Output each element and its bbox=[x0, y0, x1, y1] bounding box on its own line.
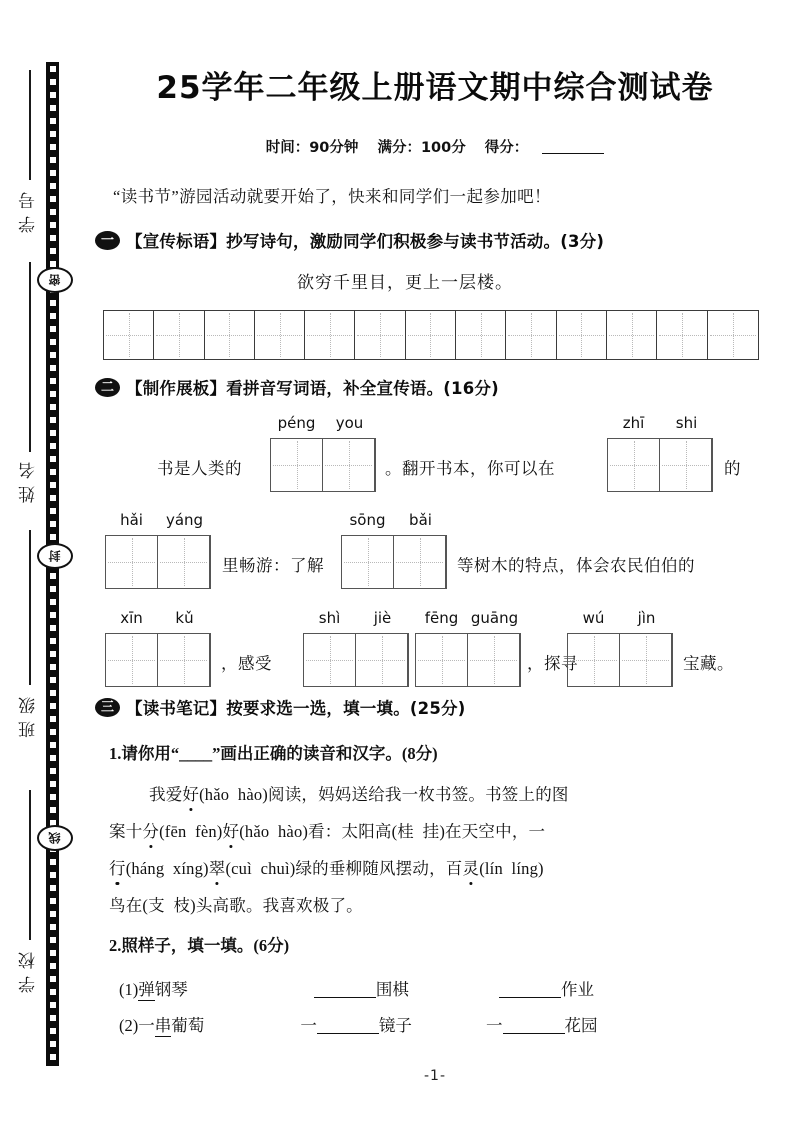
perforation-dot bbox=[50, 235, 56, 241]
section-1-number: 一 bbox=[95, 231, 120, 250]
seal-rule-4 bbox=[29, 790, 31, 940]
exam-time: 时间：90分钟 bbox=[265, 140, 359, 156]
row1-item-b: 作业 bbox=[561, 980, 594, 999]
row-index: (1) bbox=[119, 980, 139, 999]
perforation-dot bbox=[50, 781, 56, 787]
tianzige-cell[interactable] bbox=[468, 634, 520, 686]
seal-badge-xian: 线 bbox=[37, 825, 73, 851]
question-2-row-2 bbox=[119, 1008, 598, 1044]
answer-blank[interactable] bbox=[499, 997, 561, 998]
perforation-dot bbox=[50, 898, 56, 904]
perforation-dot bbox=[50, 430, 56, 436]
pinyin-syllable: shì bbox=[318, 609, 341, 627]
row2-prefix-a: 一 bbox=[300, 1016, 317, 1035]
perforation-dot bbox=[50, 1002, 56, 1008]
section-1-title: 【宣传标语】抄写诗句，激励同学们积极参与读书节活动。(3分) bbox=[126, 232, 605, 251]
tianzige-cell[interactable] bbox=[416, 634, 468, 686]
sample-verb: 串 bbox=[154, 1016, 172, 1035]
section-2-title: 【制作展板】看拼音写词语，补全宣传语。(16分) bbox=[126, 379, 499, 398]
perforation-dot bbox=[50, 482, 56, 488]
perforation-dot bbox=[50, 911, 56, 917]
tianzige-pair[interactable] bbox=[270, 438, 376, 492]
tianzige-cell[interactable] bbox=[205, 311, 255, 359]
passage-line: 案十分(fēn fèn)好(hǎo hào)看：太阳高(桂 挂)在天空中，一 bbox=[109, 822, 546, 841]
perforation-dot bbox=[50, 729, 56, 735]
perforation-dot bbox=[50, 183, 56, 189]
pinyin-fengguang bbox=[415, 611, 521, 626]
pinyin-syllable: jìn bbox=[637, 609, 656, 627]
tianzige-pair[interactable] bbox=[415, 633, 521, 687]
perforation-dot bbox=[50, 170, 56, 176]
perforation-dot bbox=[50, 963, 56, 969]
tianzige-cell[interactable] bbox=[106, 536, 158, 588]
s2-r1-box-pengyou[interactable] bbox=[270, 414, 376, 492]
score-blank[interactable] bbox=[542, 153, 604, 154]
row2-item-b: 花园 bbox=[564, 1016, 598, 1035]
perforation-dot bbox=[50, 924, 56, 930]
tianzige-pair[interactable] bbox=[567, 633, 673, 687]
s2-r3-box-fengguang[interactable] bbox=[415, 609, 521, 687]
perforation-dot bbox=[50, 365, 56, 371]
pinyin-syllable: sōng bbox=[349, 511, 386, 529]
perforation-dot bbox=[50, 157, 56, 163]
tianzige-cell[interactable] bbox=[506, 311, 556, 359]
perforation-dot bbox=[50, 573, 56, 579]
perforation-dot bbox=[50, 755, 56, 761]
perforation-dot bbox=[50, 326, 56, 332]
pinyin-syllable: jiè bbox=[373, 609, 392, 627]
s2-r2-tail: 等树木的特点，体会农民伯伯的 bbox=[457, 556, 695, 575]
tianzige-cell[interactable] bbox=[607, 311, 657, 359]
perforation-dot bbox=[50, 625, 56, 631]
tianzige-cell[interactable] bbox=[355, 311, 405, 359]
perforation-dot bbox=[50, 651, 56, 657]
s2-r3-box-shijie[interactable] bbox=[303, 609, 409, 687]
answer-blank[interactable] bbox=[503, 1033, 565, 1034]
perforation-dot bbox=[50, 612, 56, 618]
section-3-title: 【读书笔记】按要求选一选，填一填。(25分) bbox=[126, 699, 466, 718]
passage-line: 行(háng xíng)翠(cuì chuì)绿的垂柳随风摆动，百灵(lín líng) bbox=[109, 859, 544, 878]
sample-verb: 弹 bbox=[138, 980, 155, 999]
perforation-dot bbox=[50, 859, 56, 865]
sample-rest: 钢琴 bbox=[154, 980, 188, 999]
pinyin-syllable: bǎi bbox=[409, 511, 432, 529]
tianzige-cell[interactable] bbox=[154, 311, 204, 359]
s2-r3-box-xinku[interactable] bbox=[105, 609, 211, 687]
copy-writing-grid bbox=[103, 310, 759, 360]
pinyin-shijie bbox=[303, 611, 409, 626]
perforation-dot bbox=[50, 677, 56, 683]
perforation-dot bbox=[50, 92, 56, 98]
perforation-dot bbox=[50, 352, 56, 358]
perforation-dot bbox=[50, 742, 56, 748]
pinyin-syllable: zhī bbox=[622, 414, 645, 432]
tianzige-cell[interactable] bbox=[568, 634, 620, 686]
seal-field-xingming: 姓名 bbox=[19, 455, 38, 503]
section-2-number: 二 bbox=[95, 378, 120, 397]
s2-r3-box-wujin[interactable] bbox=[567, 609, 673, 687]
pinyin-syllable: hǎi bbox=[120, 511, 143, 529]
seal-field-banji: 班级 bbox=[19, 690, 38, 738]
pinyin-syllable: yáng bbox=[165, 511, 204, 529]
pinyin-wujin bbox=[567, 611, 673, 626]
question-2-row-1 bbox=[119, 972, 598, 1008]
tianzige-pair[interactable] bbox=[607, 438, 713, 492]
answer-blank[interactable] bbox=[314, 997, 376, 998]
passage-line: 鸟在(支 枝)头高歌。我喜欢极了。 bbox=[109, 896, 363, 915]
perforation-dot bbox=[50, 105, 56, 111]
perforation-dot bbox=[50, 508, 56, 514]
perforation-dot bbox=[50, 66, 56, 72]
section-3 bbox=[95, 695, 785, 719]
s2-r2-mid: 里畅游：了解 bbox=[222, 556, 324, 575]
tianzige-row[interactable] bbox=[103, 310, 759, 360]
pinyin-syllable: péng bbox=[277, 414, 316, 432]
perforation-dot bbox=[50, 534, 56, 540]
pinyin-syllable: fēng bbox=[424, 609, 459, 627]
tianzige-pair[interactable] bbox=[341, 535, 447, 589]
row-index: (2) bbox=[119, 1016, 139, 1035]
section-2 bbox=[95, 375, 785, 399]
tianzige-cell[interactable] bbox=[657, 311, 707, 359]
perforation-dot bbox=[50, 807, 56, 813]
tianzige-cell[interactable] bbox=[708, 311, 758, 359]
tianzige-cell[interactable] bbox=[104, 311, 154, 359]
s2-r1-lead: 书是人类的 bbox=[157, 459, 242, 478]
perforation-dot bbox=[50, 1028, 56, 1034]
perforation-dot bbox=[50, 586, 56, 592]
perforation-dot bbox=[50, 404, 56, 410]
perforation-dot bbox=[50, 885, 56, 891]
page-number: -1- bbox=[423, 1068, 446, 1084]
tianzige-cell[interactable] bbox=[158, 536, 210, 588]
perforation-dot bbox=[50, 469, 56, 475]
perforation-dot bbox=[50, 417, 56, 423]
section-3-number: 三 bbox=[95, 698, 120, 717]
section-1-poem: 欲穷千里目，更上一层楼。 bbox=[297, 273, 513, 292]
section-3-heading bbox=[95, 695, 785, 719]
row2-item-a: 镜子 bbox=[378, 1016, 412, 1035]
perforation-dot bbox=[50, 664, 56, 670]
question-2-prompt: 照样子，填一填。(6分) bbox=[121, 936, 290, 955]
tianzige-cell[interactable] bbox=[660, 439, 712, 491]
tianzige-pair[interactable] bbox=[105, 633, 211, 687]
perforation-dot bbox=[50, 209, 56, 215]
tianzige-cell[interactable] bbox=[406, 311, 456, 359]
pinyin-syllable: guāng bbox=[470, 609, 519, 627]
perforation-dot bbox=[50, 378, 56, 384]
question-2-label: 2. bbox=[109, 936, 122, 955]
perforation-dot bbox=[50, 313, 56, 319]
seal-badge-mi: 密 bbox=[37, 267, 73, 293]
section-2-heading bbox=[95, 375, 785, 399]
perforation-dot bbox=[50, 1054, 56, 1060]
seal-field-xuehao: 学号 bbox=[19, 185, 38, 233]
row1-item-a: 围棋 bbox=[375, 980, 409, 999]
perforation-dot bbox=[50, 937, 56, 943]
pinyin-syllable: kǔ bbox=[175, 609, 194, 627]
perforation-dot bbox=[50, 976, 56, 982]
seal-badge-feng: 封 bbox=[37, 543, 73, 569]
perforation-dot bbox=[50, 872, 56, 878]
seal-margin bbox=[0, 0, 95, 1121]
perforation-dot bbox=[50, 638, 56, 644]
seal-field-xuexiao: 学校 bbox=[19, 945, 38, 993]
perforation-dot bbox=[50, 248, 56, 254]
perforation-dot bbox=[50, 339, 56, 345]
document-body bbox=[95, 0, 793, 1121]
perforation-dot bbox=[50, 1041, 56, 1047]
question-1-prompt: 请你用“____”画出正确的读音和汉字。(8分) bbox=[121, 744, 438, 763]
perforation-dot bbox=[50, 703, 56, 709]
perforation-dot bbox=[50, 79, 56, 85]
tianzige-cell[interactable] bbox=[305, 311, 355, 359]
pinyin-syllable: you bbox=[335, 414, 364, 432]
s2-r3-text-b: ，探寻 bbox=[527, 654, 578, 673]
perforation-dot bbox=[50, 989, 56, 995]
s2-r2-box-haiyang[interactable] bbox=[105, 511, 211, 589]
s2-r3-tail: 宝藏。 bbox=[683, 654, 734, 673]
exam-score-label: 得分： bbox=[484, 140, 529, 156]
perforation-dot bbox=[50, 1015, 56, 1021]
seal-rule-3 bbox=[29, 530, 31, 685]
s2-r3-text-a: ，感受 bbox=[221, 654, 272, 673]
tianzige-cell[interactable] bbox=[158, 634, 210, 686]
pinyin-syllable: xīn bbox=[120, 609, 143, 627]
perforation-dot bbox=[50, 443, 56, 449]
perforation-dot bbox=[50, 300, 56, 306]
tianzige-cell[interactable] bbox=[608, 439, 660, 491]
question-1-label: 1. bbox=[109, 744, 122, 763]
perforation-dot bbox=[50, 391, 56, 397]
tianzige-pair[interactable] bbox=[105, 535, 211, 589]
perforation-dot bbox=[50, 196, 56, 202]
s2-r1-tail: 的 bbox=[724, 459, 741, 478]
perforation-dot bbox=[50, 495, 56, 501]
pinyin-xinku bbox=[105, 611, 211, 626]
question-1 bbox=[109, 740, 793, 764]
tianzige-cell[interactable] bbox=[620, 634, 672, 686]
tianzige-cell[interactable] bbox=[271, 439, 323, 491]
pinyin-haiyang bbox=[105, 513, 211, 528]
perforation-dot bbox=[50, 690, 56, 696]
tianzige-cell[interactable] bbox=[323, 439, 375, 491]
answer-blank[interactable] bbox=[317, 1033, 379, 1034]
tianzige-pair[interactable] bbox=[303, 633, 409, 687]
tianzige-cell[interactable] bbox=[304, 634, 356, 686]
tianzige-cell[interactable] bbox=[342, 536, 394, 588]
perforation-dot bbox=[50, 131, 56, 137]
perforation-dot bbox=[50, 768, 56, 774]
exam-meta bbox=[95, 136, 775, 157]
perforation-dot bbox=[50, 222, 56, 228]
perforation-dot bbox=[50, 144, 56, 150]
pinyin-syllable: shi bbox=[675, 414, 698, 432]
section-1 bbox=[95, 228, 785, 252]
tianzige-cell[interactable] bbox=[356, 634, 408, 686]
tianzige-cell[interactable] bbox=[255, 311, 305, 359]
intro-text: “读书节”游园活动就要开始了，快来和同学们一起参加吧！ bbox=[113, 187, 551, 206]
question-2-rows bbox=[119, 972, 598, 1044]
perforation-dot bbox=[50, 794, 56, 800]
tianzige-cell[interactable] bbox=[557, 311, 607, 359]
pinyin-syllable: wú bbox=[582, 609, 605, 627]
pinyin-songbai bbox=[341, 513, 447, 528]
pinyin-pengyou bbox=[270, 416, 376, 431]
tianzige-cell[interactable] bbox=[106, 634, 158, 686]
perforation-dot bbox=[50, 118, 56, 124]
s2-r1-mid: 。翻开书本，你可以在 bbox=[385, 459, 555, 478]
s2-r2-box-songbai[interactable] bbox=[341, 511, 447, 589]
s2-r1-box-zhishi[interactable] bbox=[607, 414, 713, 492]
exam-total: 满分：100分 bbox=[377, 140, 466, 156]
question-2 bbox=[109, 932, 793, 956]
seal-rule-2 bbox=[29, 262, 31, 452]
page-title: 25学年二年级上册语文期中综合测试卷 bbox=[156, 70, 714, 106]
tianzige-cell[interactable] bbox=[456, 311, 506, 359]
question-1-passage bbox=[109, 776, 793, 924]
perforation-dot bbox=[50, 950, 56, 956]
seal-rule-1 bbox=[29, 70, 31, 180]
perforation-dot bbox=[50, 456, 56, 462]
perforation-dot bbox=[50, 716, 56, 722]
perforation-dot bbox=[50, 599, 56, 605]
sample-lead: 一 bbox=[138, 1016, 155, 1035]
tianzige-cell[interactable] bbox=[394, 536, 446, 588]
pinyin-zhishi bbox=[607, 416, 713, 431]
row2-prefix-b: 一 bbox=[486, 1016, 503, 1035]
perforation-dot bbox=[50, 521, 56, 527]
section-1-heading bbox=[95, 228, 785, 252]
sample-rest: 葡萄 bbox=[171, 1016, 205, 1035]
passage-line: 我爱好(hǎo hào)阅读，妈妈送给我一枚书签。书签上的图 bbox=[149, 785, 569, 804]
